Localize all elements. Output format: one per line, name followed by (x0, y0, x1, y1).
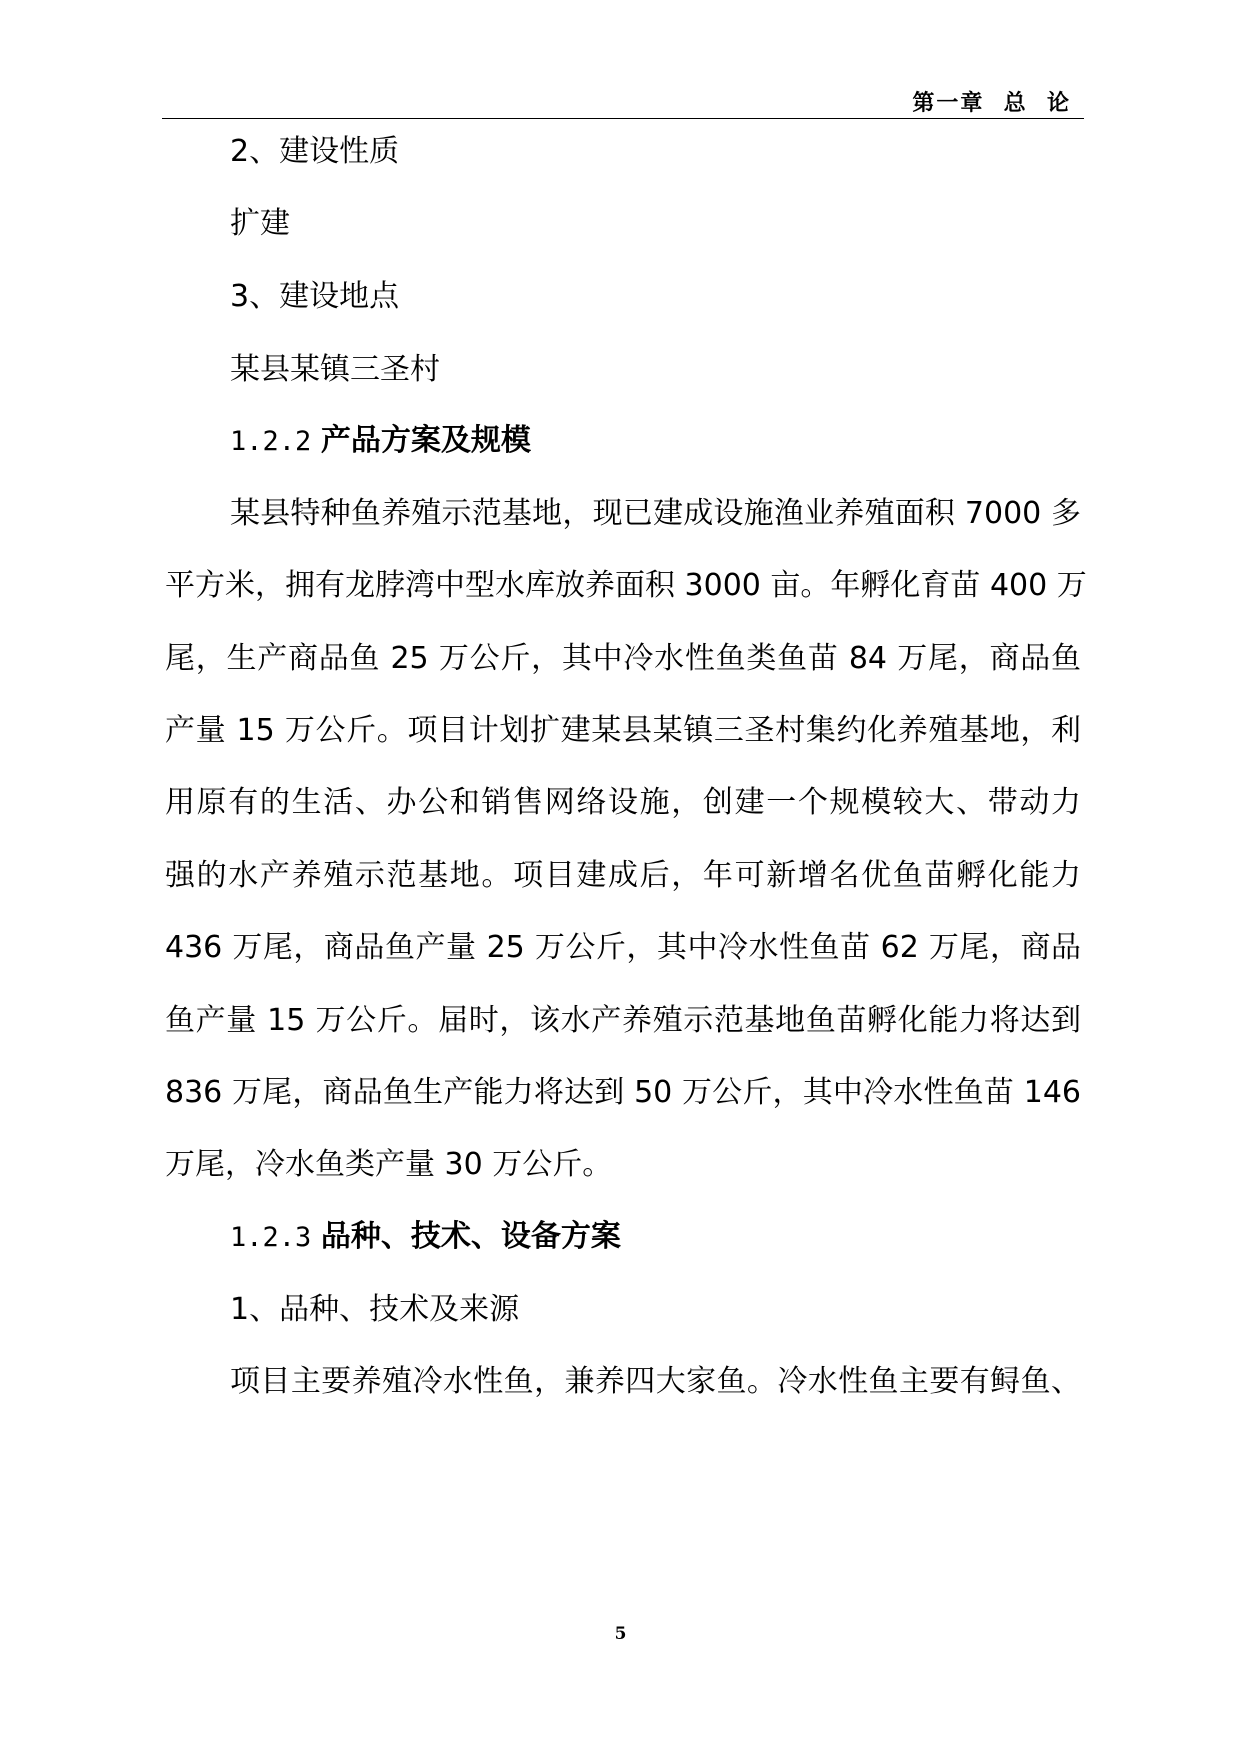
page-number: 5 (614, 1624, 627, 1644)
paragraph-line: 436 万尾，商品鱼产量 25 万公斤，其中冷水性鱼苗 62 万尾，商品 (165, 930, 1081, 965)
construction-nature-value: 扩建 (230, 206, 290, 241)
header-rule (162, 118, 1084, 119)
section-title: 产品方案及规模 (320, 423, 531, 458)
subheading-construction-nature: 2、建设性质 (230, 134, 400, 169)
paragraph-line: 强的水产养殖示范基地。项目建成后，年可新增名优鱼苗孵化能力 (165, 858, 1081, 893)
paragraph-line: 项目主要养殖冷水性鱼，兼养四大家鱼。冷水性鱼主要有鲟鱼、 (230, 1364, 1081, 1399)
section-title: 品种、技术、设备方案 (320, 1219, 621, 1254)
chapter-title: 第一章 总 论 (912, 90, 1071, 116)
subheading-construction-location: 3、建设地点 (230, 279, 400, 314)
section-heading-1-2-3 (230, 1219, 621, 1256)
subheading-variety-technology: 1、品种、技术及来源 (230, 1292, 520, 1327)
paragraph-line: 用原有的生活、办公和销售网络设施，创建一个规模较大、带动力 (165, 785, 1081, 820)
construction-location-value: 某县某镇三圣村 (230, 352, 440, 387)
paragraph-line: 尾，生产商品鱼 25 万公斤，其中冷水性鱼类鱼苗 84 万尾，商品鱼 (165, 641, 1081, 676)
paragraph-line: 某县特种鱼养殖示范基地，现已建成设施渔业养殖面积 7000 多 (230, 496, 1081, 531)
paragraph-line: 836 万尾，商品鱼生产能力将达到 50 万公斤，其中冷水性鱼苗 146 (165, 1075, 1081, 1110)
section-heading-1-2-2 (230, 423, 531, 460)
paragraph-line: 鱼产量 15 万公斤。届时，该水产养殖示范基地鱼苗孵化能力将达到 (165, 1003, 1081, 1038)
paragraph-line: 万尾，冷水鱼类产量 30 万公斤。 (165, 1147, 613, 1182)
section-number: 1.2.2 (230, 426, 312, 457)
paragraph-line: 平方米，拥有龙脖湾中型水库放养面积 3000 亩。年孵化育苗 400 万 (165, 568, 1087, 603)
section-number: 1.2.3 (230, 1222, 312, 1253)
paragraph-line: 产量 15 万公斤。项目计划扩建某县某镇三圣村集约化养殖基地，利 (165, 713, 1081, 748)
